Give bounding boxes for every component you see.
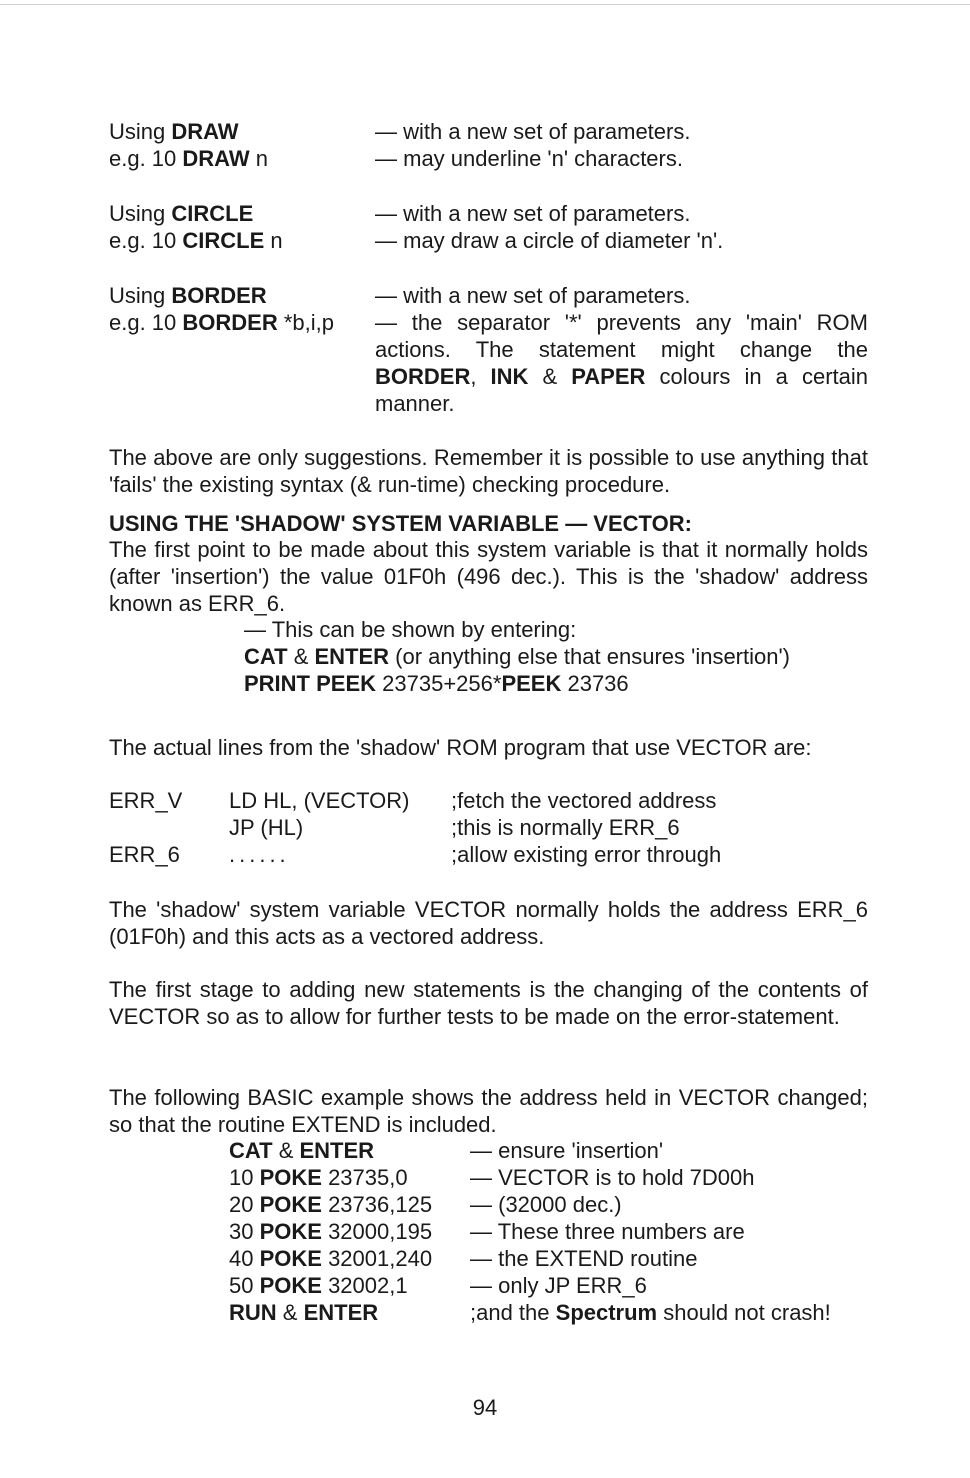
border-example-line: e.g. 10 BORDER *b,i,p (109, 310, 334, 335)
basic-line: 50 POKE 32002,1 (229, 1273, 408, 1298)
print-peek-line: PRINT PEEK 23735+256*PEEK 23736 (244, 671, 629, 696)
border-desc-3: actions. The statement might change the (375, 337, 868, 362)
basic-line: 40 POKE 32001,240 (229, 1246, 433, 1271)
paragraph-actual-lines: The actual lines from the 'shadow' ROM program that use VECTOR are: (109, 735, 812, 760)
paragraph-shadow-variable: The 'shadow' system variable VECTOR normally holds the address ERR_6 (01F0h) and this acts as a vectored address. (109, 897, 868, 949)
circle-example-line: e.g. 10 CIRCLE n (109, 228, 283, 253)
code-instruction: JP (HL) (229, 815, 304, 840)
code-comment: ;fetch the vectored address (451, 788, 717, 813)
top-rule (0, 4, 970, 5)
code-label: ERR_6 (109, 842, 180, 867)
border-desc-2: — the separator '*' prevents any 'main' ROM (375, 310, 868, 335)
paragraph-first-stage: The first stage to adding new statements is the changing of the contents of VECTOR so as to allow for further tests to be made on the error-statement. (109, 977, 868, 1029)
basic-comment: — (32000 dec.) (470, 1192, 622, 1217)
code-instruction: LD HL, (VECTOR) (229, 788, 410, 813)
code-comment: ;this is normally ERR_6 (451, 815, 680, 840)
page-number: 94 (472, 1395, 498, 1420)
draw-using-line: Using DRAW (109, 119, 239, 144)
circle-desc-2: — may draw a circle of diameter 'n'. (375, 228, 724, 253)
basic-line: 30 POKE 32000,195 (229, 1219, 433, 1244)
final-comment: ;and the Spectrum should not crash! (470, 1300, 831, 1325)
draw-desc-1: — with a new set of parameters. (375, 119, 691, 144)
border-desc-1: — with a new set of parameters. (375, 283, 691, 308)
section-heading: USING THE 'SHADOW' SYSTEM VARIABLE — VECTOR: (109, 511, 692, 536)
basic-line: CAT & ENTER (229, 1138, 375, 1163)
paragraph-following: The following BASIC example shows the address held in VECTOR changed; so that the routine EXTEND is included. (109, 1085, 868, 1137)
basic-comment: — VECTOR is to hold 7D00h (470, 1165, 755, 1190)
code-instruction: ...... (229, 842, 290, 867)
basic-line: 10 POKE 23735,0 (229, 1165, 408, 1190)
code-label: ERR_V (109, 788, 183, 813)
code-comment: ;allow existing error through (451, 842, 722, 867)
basic-comment: — ensure 'insertion' (470, 1138, 664, 1163)
basic-comment: — the EXTEND routine (470, 1246, 698, 1271)
basic-comment: — only JP ERR_6 (470, 1273, 647, 1298)
paragraph-suggestions: The above are only suggestions. Remember it is possible to use anything that 'fails' the existing syntax (& run-time) checking procedure. (109, 445, 868, 497)
cat-enter-line: CAT & ENTER (or anything else that ensures 'insertion') (244, 644, 791, 669)
shown-by-line: — This can be shown by entering: (244, 617, 577, 642)
draw-desc-2: — may underline 'n' characters. (375, 146, 683, 171)
border-desc-5: manner. (375, 391, 455, 416)
basic-line: RUN & ENTER (229, 1300, 379, 1325)
border-using-line: Using BORDER (109, 283, 267, 308)
paragraph-first-point: The first point to be made about this system variable is that it normally holds (after 'insertion') the value 01F0h (496 dec.). This is the 'shadow' address known as ERR_6. (109, 537, 868, 616)
circle-using-line: Using CIRCLE (109, 201, 254, 226)
draw-example-line: e.g. 10 DRAW n (109, 146, 268, 171)
basic-comment: — These three numbers are (470, 1219, 745, 1244)
border-desc-4: BORDER, INK & PAPER colours in a certain (375, 364, 868, 389)
circle-desc-1: — with a new set of parameters. (375, 201, 691, 226)
basic-line: 20 POKE 23736,125 (229, 1192, 433, 1217)
